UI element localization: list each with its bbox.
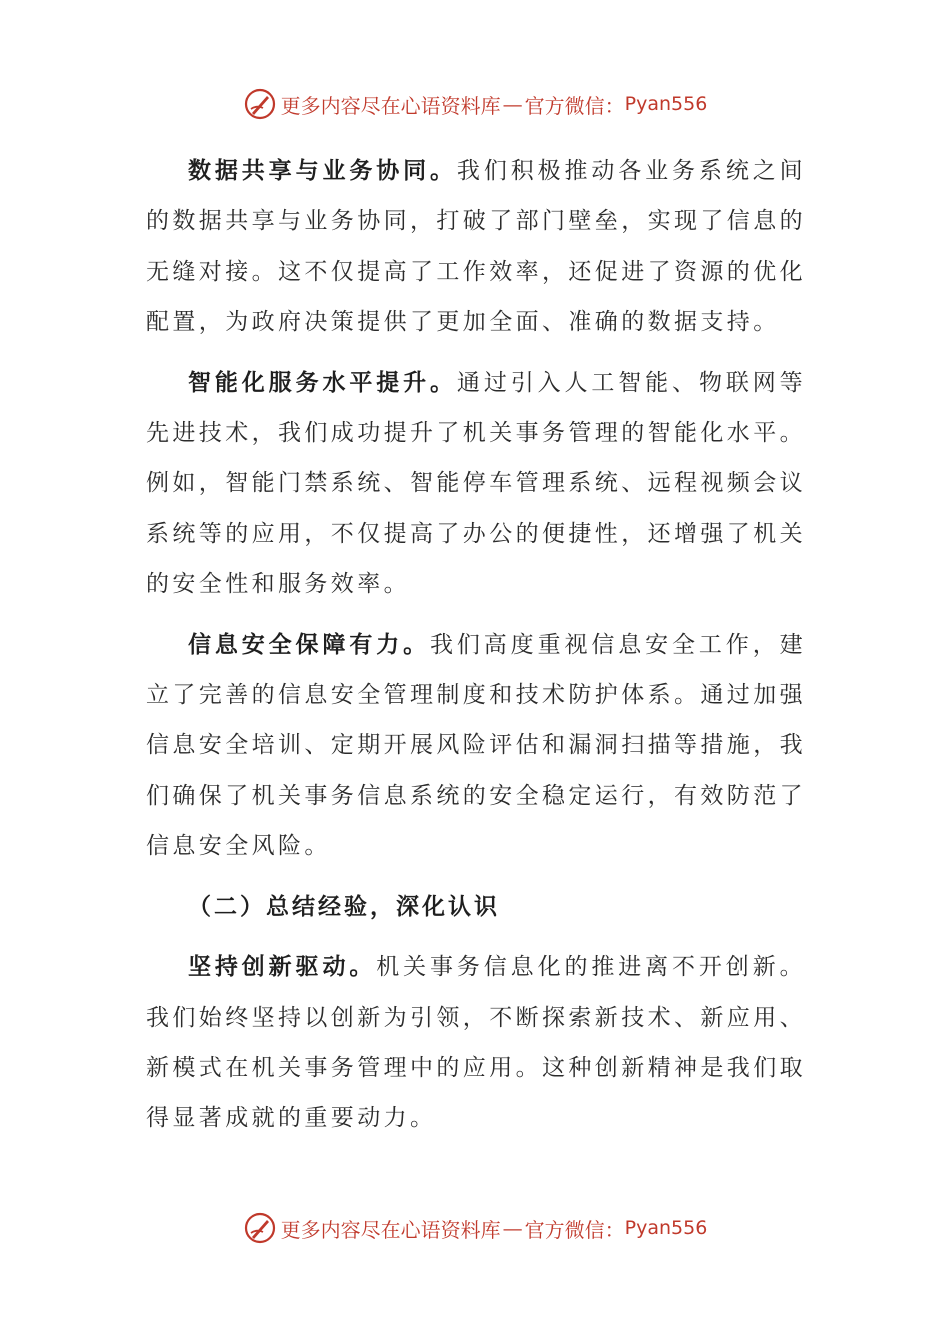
banner-wechat-label: 官方微信： — [524, 1217, 625, 1242]
paragraph-info-security — [146, 620, 806, 872]
banner-text: 更多内容尽在心语资料库 — [280, 93, 501, 118]
banner-dash: — — [502, 1216, 523, 1240]
quill-logo-icon — [243, 1211, 277, 1245]
paragraph-body: 我们高度重视信息安全工作，建立了完善的信息安全管理制度和技术防护体系。通过加强信息安全培训、定期开展风险评估和漏洞扫描等措施，我们确保了机关事务信息系统的安全稳定运行，有效防范了信息安全风险。 — [146, 631, 806, 860]
paragraph-lead: 信息安全保障有力。 — [188, 630, 431, 658]
paragraph-lead: 坚持创新驱动。 — [188, 953, 377, 981]
banner-dash: — — [502, 92, 523, 116]
paragraph-lead: 智能化服务水平提升。 — [188, 368, 457, 396]
banner-wechat-label: 官方微信： — [524, 93, 625, 118]
banner-wechat-id: Pyan556 — [624, 93, 708, 115]
document-body — [146, 146, 806, 1154]
paragraph-body: 机关事务信息化的推进离不开创新。我们始终坚持以创新为引领，不断探索新技术、新应用、新模式在机关事务管理中的应用。这种创新精神是我们取得显著成就的重要动力。 — [146, 954, 806, 1132]
footer-banner — [0, 1208, 950, 1248]
section-heading: （二）总结经验，深化认识 — [188, 892, 500, 920]
banner-wechat-id: Pyan556 — [624, 1217, 708, 1239]
quill-logo-icon — [243, 87, 277, 121]
paragraph-data-sharing — [146, 146, 806, 348]
paragraph-intelligent-service — [146, 358, 806, 610]
paragraph-body: 我们积极推动各业务系统之间的数据共享与业务协同，打破了部门壁垒，实现了信息的无缝对接。这不仅提高了工作效率，还促进了资源的优化配置，为政府决策提供了更加全面、准确的数据支持。 — [146, 158, 807, 336]
paragraph-body: 通过引入人工智能、物联网等先进技术，我们成功提升了机关事务管理的智能化水平。例如，智能门禁系统、智能停车管理系统、远程视频会议系统等的应用，不仅提高了办公的便捷性，还增强了机关的安全性和服务效率。 — [146, 369, 807, 598]
paragraph-innovation — [146, 942, 806, 1144]
banner-text: 更多内容尽在心语资料库 — [280, 1217, 501, 1242]
header-banner — [0, 84, 950, 124]
paragraph-lead: 数据共享与业务协同。 — [188, 157, 457, 184]
